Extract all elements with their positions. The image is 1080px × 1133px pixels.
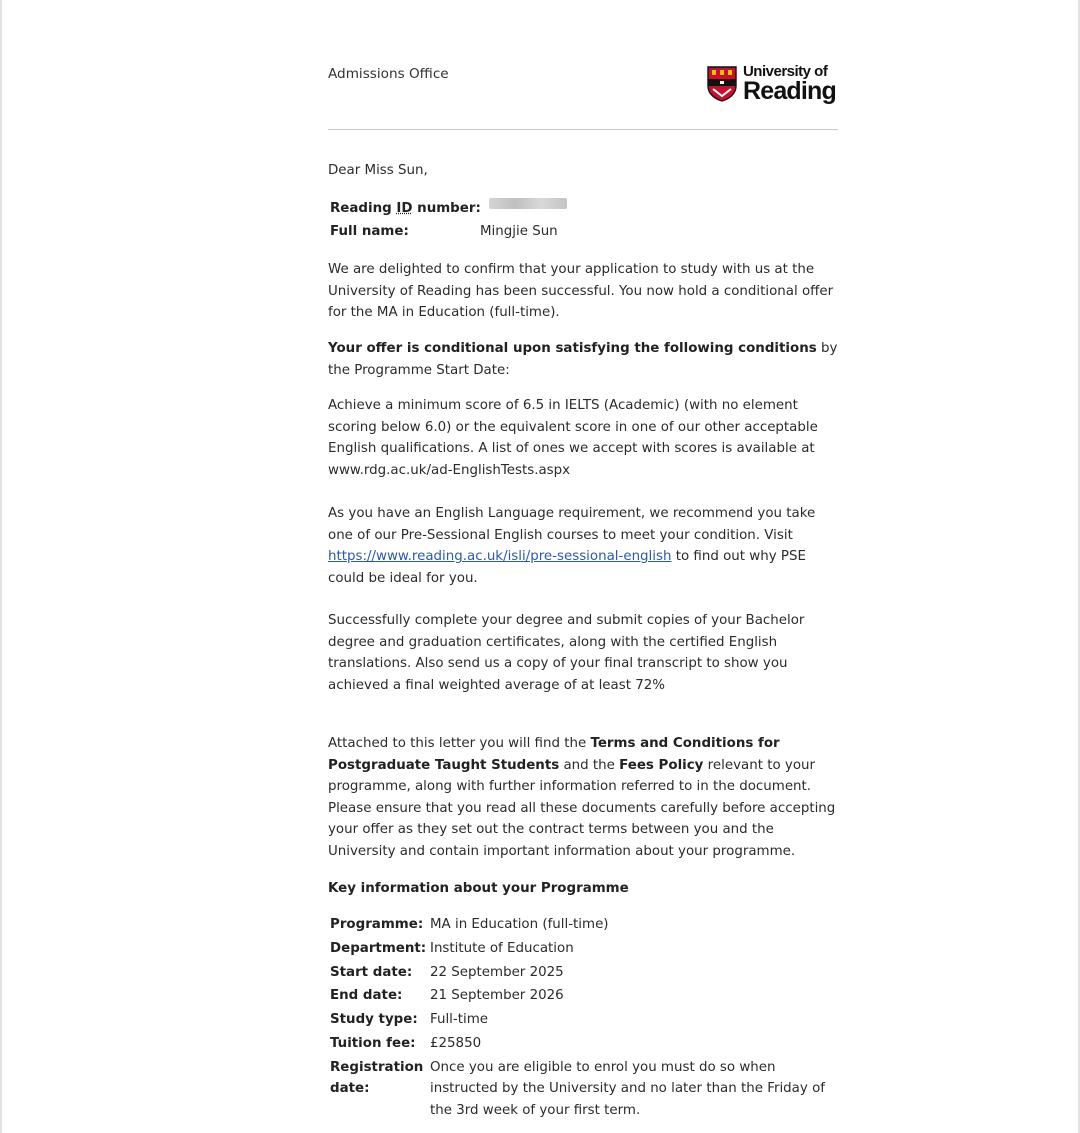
pse-paragraph [328, 503, 840, 589]
terms-conditions-title: Terms and Conditions for Postgraduate Taught Students [328, 736, 780, 773]
pse-text-post: to find out why PSE could be ideal for you. [328, 549, 806, 586]
applicant-details [330, 198, 842, 243]
pse-link[interactable]: https://www.reading.ac.uk/isli/pre-sessional-english [328, 549, 672, 565]
conditions-heading-rest: by the Programme Start Date: [328, 341, 838, 378]
info-row-registration-date: Registration date: Once you are eligible to enrol you must do so when instructed by the University and no later than the Friday of the 3rd week of your first term. [330, 1059, 825, 1118]
attached-text-2: and the [559, 757, 620, 773]
frame-border-left [0, 0, 2, 1133]
letter-header [328, 62, 838, 112]
fees-policy-title: Fees Policy [619, 757, 704, 773]
condition-ielts [328, 395, 840, 481]
redacted-id-value [489, 198, 567, 209]
condition-degree-text: Successfully complete your degree and submit copies of your Bachelor degree and graduation certificates, along with the certified English translations. Also send us a copy of your final transcript to show you achieved a final weighted average of at least 72% [328, 613, 805, 693]
info-row-department: Department: Institute of Education [330, 940, 574, 956]
info-row-start-date: Start date: 22 September 2025 [330, 964, 564, 980]
logo-text-top: University of [742, 63, 828, 80]
university-logo [707, 64, 836, 104]
key-info-heading [328, 878, 840, 900]
info-row-end-date: End date: 21 September 2026 [330, 988, 564, 1004]
greeting [328, 160, 840, 182]
reading-id-label: Reading ID number: [330, 201, 481, 216]
key-info-table [330, 914, 842, 1122]
info-row-tuition-fee: Tuition fee: £25850 [330, 1035, 482, 1051]
full-name-label: Full name: [330, 224, 409, 239]
conditions-heading-bold: Your offer is conditional upon satisfying the following conditions [328, 341, 817, 356]
attached-paragraph [328, 733, 840, 863]
key-info-heading-text: Key information about your Programme [328, 881, 629, 896]
pse-text-pre: As you have an English Language requirement, we recommend you take one of our Pre-Sessional English courses to meet your condition. Visit [328, 506, 816, 543]
full-name-row [330, 221, 842, 243]
attached-text-3: relevant to your programme, along with further information referred to in the document. Please ensure that you read all these documents carefully before accepting your offer as they set out the contract terms between you and the University and contain important information about your programme. [328, 757, 836, 859]
condition-ielts-text: Achieve a minimum score of 6.5 in IELTS (Academic) (with no element scoring below 6.0) or the equivalent score in one of our other acceptable English qualifications. A list of ones we accept with scores is available at www.rdg.ac.uk/ad-EnglishTests.aspx [328, 398, 818, 478]
intro-text: We are delighted to confirm that your application to study with us at the University of Reading has been successful. You now hold a conditional offer for the MA in Education (full-time). [328, 262, 834, 321]
office-name: Admissions Office [328, 66, 449, 82]
reading-id-row [330, 198, 842, 221]
conditions-heading [328, 338, 840, 381]
logo-text-bottom: Reading [742, 77, 836, 105]
full-name-value: Mingjie Sun [480, 224, 558, 239]
condition-degree [328, 610, 840, 696]
shield-icon [707, 66, 737, 102]
info-row-study-type: Study type: Full-time [330, 1012, 488, 1028]
header-divider [328, 129, 838, 130]
attached-text-1: Attached to this letter you will find the [328, 736, 591, 751]
info-row-programme: Programme: MA in Education (full-time) [330, 917, 609, 932]
intro-paragraph [328, 259, 840, 324]
greeting-text: Dear Miss Sun, [328, 163, 428, 178]
